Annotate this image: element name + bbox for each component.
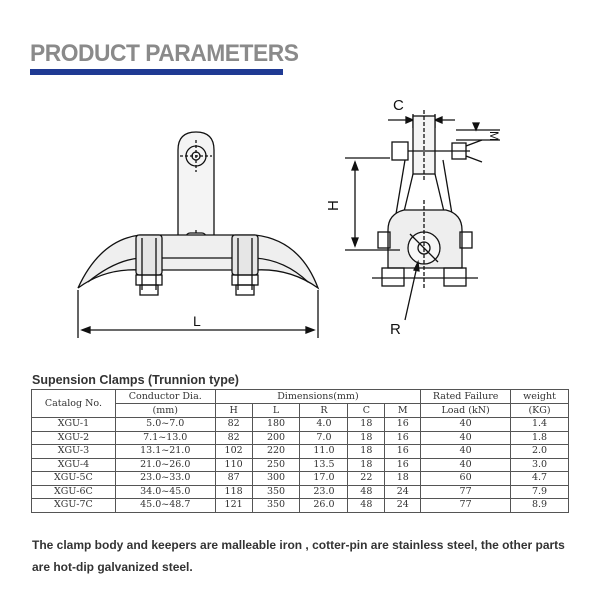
cell: 23.0~33.0 <box>115 472 215 486</box>
cell: 48 <box>348 485 385 499</box>
header-dim-m: M <box>385 404 421 418</box>
header-conductor: Conductor Dia. <box>115 390 215 404</box>
cell: 82 <box>215 431 252 445</box>
table-row <box>32 431 569 445</box>
cell: 110 <box>215 458 252 472</box>
page-title: PRODUCT PARAMETERS <box>30 40 299 67</box>
cell: 21.0~26.0 <box>115 458 215 472</box>
cell: 23.0 <box>300 485 348 499</box>
title-underline <box>30 69 283 75</box>
cell: 7.9 <box>511 485 569 499</box>
cell: 8.9 <box>511 499 569 513</box>
cell: 26.0 <box>300 499 348 513</box>
table-row <box>32 485 569 499</box>
cell: 24 <box>385 485 421 499</box>
cell: 1.8 <box>511 431 569 445</box>
cell: 16 <box>385 431 421 445</box>
cell: XGU-2 <box>32 431 116 445</box>
cell: XGU-4 <box>32 458 116 472</box>
cell: 1.4 <box>511 418 569 432</box>
cell: 300 <box>252 472 300 486</box>
cell: 4.7 <box>511 472 569 486</box>
clamp-drawing <box>0 90 600 360</box>
dim-label-c: C <box>393 97 404 114</box>
cell: 18 <box>348 418 385 432</box>
cell: 16 <box>385 445 421 459</box>
cell: 77 <box>421 485 511 499</box>
dim-label-l: L <box>193 313 201 329</box>
cell: 40 <box>421 431 511 445</box>
cell: 7.0 <box>300 431 348 445</box>
dim-label-m: M <box>487 131 501 141</box>
cell: 350 <box>252 485 300 499</box>
cell: 11.0 <box>300 445 348 459</box>
cell: XGU-6C <box>32 485 116 499</box>
cell: 2.0 <box>511 445 569 459</box>
header-dim-l: L <box>252 404 300 418</box>
dim-label-r: R <box>390 321 401 338</box>
cell: 40 <box>421 445 511 459</box>
cell: XGU-7C <box>32 499 116 513</box>
header-load: Rated Failure <box>421 390 511 404</box>
header-weight: weight <box>511 390 569 404</box>
cell: 250 <box>252 458 300 472</box>
cell: 77 <box>421 499 511 513</box>
cell: 220 <box>252 445 300 459</box>
cell: XGU-5C <box>32 472 116 486</box>
header-dim-h: H <box>215 404 252 418</box>
header-conductor-unit: (mm) <box>115 404 215 418</box>
cell: 48 <box>348 499 385 513</box>
header-dimensions: Dimensions(mm) <box>215 390 421 404</box>
cell: 200 <box>252 431 300 445</box>
cell: 180 <box>252 418 300 432</box>
cell: 3.0 <box>511 458 569 472</box>
header-dim-c: C <box>348 404 385 418</box>
material-note: The clamp body and keepers are malleable iron , cotter-pin are stainless steel, the other parts are hot-dip galvanized steel. <box>32 538 565 574</box>
cell: 18 <box>348 431 385 445</box>
cell: XGU-3 <box>32 445 116 459</box>
cell: 121 <box>215 499 252 513</box>
cell: 18 <box>348 445 385 459</box>
cell: 87 <box>215 472 252 486</box>
cell: 13.5 <box>300 458 348 472</box>
cell: 18 <box>385 472 421 486</box>
cell: 22 <box>348 472 385 486</box>
cell: 24 <box>385 499 421 513</box>
cell: 5.0~7.0 <box>115 418 215 432</box>
cell: 102 <box>215 445 252 459</box>
cell: 40 <box>421 458 511 472</box>
cell: 350 <box>252 499 300 513</box>
cell: 45.0~48.7 <box>115 499 215 513</box>
table-row <box>32 499 569 513</box>
cell: 34.0~45.0 <box>115 485 215 499</box>
header-dim-r: R <box>300 404 348 418</box>
dim-label-h: H <box>325 200 342 211</box>
header-load-unit: Load (kN) <box>421 404 511 418</box>
cell: 16 <box>385 458 421 472</box>
header-catalog: Catalog No. <box>32 390 116 418</box>
cell: 18 <box>348 458 385 472</box>
cell: 7.1~13.0 <box>115 431 215 445</box>
header-weight-unit: (KG) <box>511 404 569 418</box>
cell: 13.1~21.0 <box>115 445 215 459</box>
table-row <box>32 445 569 459</box>
cell: 17.0 <box>300 472 348 486</box>
cell: 60 <box>421 472 511 486</box>
cell: 40 <box>421 418 511 432</box>
table-row <box>32 418 569 432</box>
table-row <box>32 458 569 472</box>
cell: 118 <box>215 485 252 499</box>
table-row <box>32 472 569 486</box>
cell: 82 <box>215 418 252 432</box>
cell: XGU-1 <box>32 418 116 432</box>
cell: 16 <box>385 418 421 432</box>
spec-table <box>31 389 569 513</box>
table-title: Supension Clamps (Trunnion type) <box>32 373 239 387</box>
cell: 4.0 <box>300 418 348 432</box>
